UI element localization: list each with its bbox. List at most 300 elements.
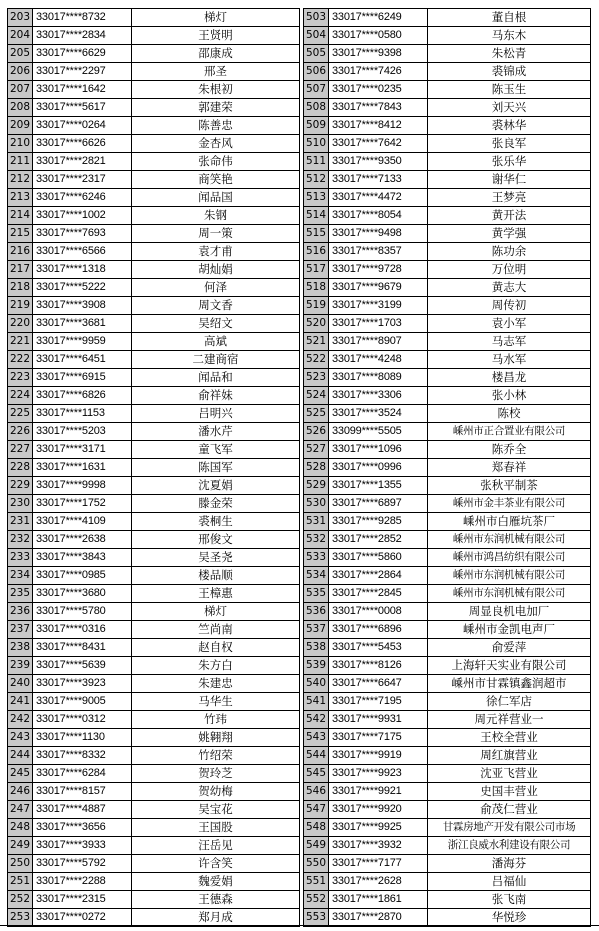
- row-number-cell: 244: [8, 747, 33, 765]
- id-number-cell: 33017****0272: [33, 909, 132, 927]
- name-cell: 张飞南: [428, 891, 591, 909]
- table-row: [8, 423, 591, 441]
- id-number-cell: 33017****1861: [329, 891, 428, 909]
- row-number-cell: 511: [304, 153, 329, 171]
- table-row: [8, 675, 591, 693]
- table-row: [8, 639, 591, 657]
- row-number-cell: 521: [304, 333, 329, 351]
- table-row: [8, 855, 591, 873]
- table-row: [8, 405, 591, 423]
- name-cell: 王国股: [132, 819, 300, 837]
- id-number-cell: 33017****6566: [33, 243, 132, 261]
- row-number-cell: 533: [304, 549, 329, 567]
- name-cell: 马志军: [428, 333, 591, 351]
- row-number-cell: 509: [304, 117, 329, 135]
- row-number-cell: 236: [8, 603, 33, 621]
- row-number-cell: 235: [8, 585, 33, 603]
- row-number-cell: 246: [8, 783, 33, 801]
- id-number-cell: 33017****1355: [329, 477, 428, 495]
- row-number-cell: 548: [304, 819, 329, 837]
- name-cell: 竹玮: [132, 711, 300, 729]
- table-row: [8, 135, 591, 153]
- row-number-cell: 252: [8, 891, 33, 909]
- name-cell: 周文香: [132, 297, 300, 315]
- name-cell: 金杏风: [132, 135, 300, 153]
- name-cell: 周红旗营业: [428, 747, 591, 765]
- row-number-cell: 518: [304, 279, 329, 297]
- row-number-cell: 503: [304, 9, 329, 27]
- name-cell: 嵊州市东润机械有限公司: [428, 567, 591, 585]
- table-row: [8, 801, 591, 819]
- name-cell: 陈玉生: [428, 81, 591, 99]
- id-number-cell: 33017****6249: [329, 9, 428, 27]
- id-number-cell: 33017****1130: [33, 729, 132, 747]
- id-number-cell: 33017****3908: [33, 297, 132, 315]
- name-cell: 潘海芬: [428, 855, 591, 873]
- id-number-cell: 33017****9919: [329, 747, 428, 765]
- id-number-cell: 33017****2834: [33, 27, 132, 45]
- name-cell: 竹绍荣: [132, 747, 300, 765]
- row-number-cell: 253: [8, 909, 33, 927]
- name-cell: 黄开法: [428, 207, 591, 225]
- id-number-cell: 33017****9398: [329, 45, 428, 63]
- id-number-cell: 33017****6246: [33, 189, 132, 207]
- table-row: [8, 531, 591, 549]
- row-number-cell: 525: [304, 405, 329, 423]
- id-number-cell: 33017****7175: [329, 729, 428, 747]
- row-number-cell: 220: [8, 315, 33, 333]
- name-cell: 朱钢: [132, 207, 300, 225]
- table-row: [8, 63, 591, 81]
- table-row: [8, 153, 591, 171]
- id-number-cell: 33017****7843: [329, 99, 428, 117]
- id-number-cell: 33017****9959: [33, 333, 132, 351]
- id-number-cell: 33017****8126: [329, 657, 428, 675]
- id-number-cell: 33017****0008: [329, 603, 428, 621]
- row-number-cell: 251: [8, 873, 33, 891]
- table-row: [8, 549, 591, 567]
- name-cell: 袁小军: [428, 315, 591, 333]
- row-number-cell: 515: [304, 225, 329, 243]
- row-number-cell: 247: [8, 801, 33, 819]
- row-number-cell: 539: [304, 657, 329, 675]
- table-row: [8, 189, 591, 207]
- table-row: [8, 909, 591, 927]
- name-cell: 梯灯: [132, 603, 300, 621]
- id-number-cell: 33017****1752: [33, 495, 132, 513]
- table-row: [8, 117, 591, 135]
- row-number-cell: 537: [304, 621, 329, 639]
- table-row: [8, 225, 591, 243]
- name-cell: 赵自权: [132, 639, 300, 657]
- id-number-cell: 33017****2870: [329, 909, 428, 927]
- id-number-cell: 33017****3933: [33, 837, 132, 855]
- id-number-cell: 33017****6826: [33, 387, 132, 405]
- name-cell: 俞爱萍: [428, 639, 591, 657]
- row-number-cell: 222: [8, 351, 33, 369]
- row-number-cell: 216: [8, 243, 33, 261]
- id-number-cell: 33017****0312: [33, 711, 132, 729]
- id-number-cell: 33017****8431: [33, 639, 132, 657]
- id-number-cell: 33017****9498: [329, 225, 428, 243]
- row-number-cell: 230: [8, 495, 33, 513]
- name-cell: 商笑艳: [132, 171, 300, 189]
- id-number-cell: 33017****8054: [329, 207, 428, 225]
- id-number-cell: 33017****6896: [329, 621, 428, 639]
- name-cell: 王德森: [132, 891, 300, 909]
- name-cell: 谢华仁: [428, 171, 591, 189]
- name-cell: 贺幼梅: [132, 783, 300, 801]
- row-number-cell: 240: [8, 675, 33, 693]
- row-number-cell: 547: [304, 801, 329, 819]
- name-cell: 嵊州市东润机械有限公司: [428, 585, 591, 603]
- table-row: [8, 207, 591, 225]
- id-number-cell: 33017****8732: [33, 9, 132, 27]
- id-number-cell: 33017****5617: [33, 99, 132, 117]
- id-number-cell: 33017****8089: [329, 369, 428, 387]
- row-number-cell: 237: [8, 621, 33, 639]
- name-cell: 张良军: [428, 135, 591, 153]
- name-cell: 嵊州市金丰茶业有限公司: [428, 495, 591, 513]
- table-row: [8, 171, 591, 189]
- table-row: [8, 315, 591, 333]
- id-number-cell: 33017****8412: [329, 117, 428, 135]
- name-cell: 董自根: [428, 9, 591, 27]
- id-number-cell: 33017****6897: [329, 495, 428, 513]
- name-cell: 胡灿娟: [132, 261, 300, 279]
- row-number-cell: 552: [304, 891, 329, 909]
- table-row: [8, 693, 591, 711]
- table-row: [8, 783, 591, 801]
- row-number-cell: 516: [304, 243, 329, 261]
- table-row: [8, 261, 591, 279]
- id-number-cell: 33017****8157: [33, 783, 132, 801]
- id-number-cell: 33017****1153: [33, 405, 132, 423]
- name-cell: 张命伟: [132, 153, 300, 171]
- page-bottom-rule: [0, 925, 599, 926]
- row-number-cell: 551: [304, 873, 329, 891]
- table-row: [8, 837, 591, 855]
- row-number-cell: 507: [304, 81, 329, 99]
- name-cell: 楼昌龙: [428, 369, 591, 387]
- table-row: [8, 765, 591, 783]
- row-number-cell: 203: [8, 9, 33, 27]
- id-number-cell: 33017****9921: [329, 783, 428, 801]
- id-number-cell: 33017****5792: [33, 855, 132, 873]
- id-number-cell: 33017****9005: [33, 693, 132, 711]
- table-row: [8, 243, 591, 261]
- name-cell: 上海轩天实业有限公司: [428, 657, 591, 675]
- row-number-cell: 512: [304, 171, 329, 189]
- row-number-cell: 522: [304, 351, 329, 369]
- table-row: [8, 495, 591, 513]
- row-number-cell: 513: [304, 189, 329, 207]
- name-cell: 闻品和: [132, 369, 300, 387]
- name-cell: 马华生: [132, 693, 300, 711]
- name-cell: 周显良机电加厂: [428, 603, 591, 621]
- id-number-cell: 33017****0264: [33, 117, 132, 135]
- table-row: [8, 81, 591, 99]
- name-cell: 嵊州市金凯电声厂: [428, 621, 591, 639]
- id-number-cell: 33017****5453: [329, 639, 428, 657]
- row-number-cell: 204: [8, 27, 33, 45]
- row-number-cell: 205: [8, 45, 33, 63]
- name-cell: 陈功余: [428, 243, 591, 261]
- id-number-cell: 33017****3681: [33, 315, 132, 333]
- row-number-cell: 219: [8, 297, 33, 315]
- row-number-cell: 544: [304, 747, 329, 765]
- table-row: [8, 513, 591, 531]
- id-number-cell: 33017****9920: [329, 801, 428, 819]
- row-number-cell: 514: [304, 207, 329, 225]
- row-number-cell: 242: [8, 711, 33, 729]
- id-number-cell: 33099****5505: [329, 423, 428, 441]
- row-number-cell: 224: [8, 387, 33, 405]
- row-number-cell: 208: [8, 99, 33, 117]
- name-cell: 史国丰营业: [428, 783, 591, 801]
- name-cell: 吕明兴: [132, 405, 300, 423]
- name-cell: 刘天兴: [428, 99, 591, 117]
- id-number-cell: 33017****9679: [329, 279, 428, 297]
- name-cell: 梯灯: [132, 9, 300, 27]
- name-cell: 楼品顺: [132, 567, 300, 585]
- table-row: [8, 711, 591, 729]
- table-body: [8, 9, 591, 927]
- table-row: [8, 45, 591, 63]
- row-number-cell: 542: [304, 711, 329, 729]
- id-number-cell: 33017****3656: [33, 819, 132, 837]
- row-number-cell: 245: [8, 765, 33, 783]
- name-cell: 陈国军: [132, 459, 300, 477]
- table-row: [8, 891, 591, 909]
- id-number-cell: 33017****1096: [329, 441, 428, 459]
- id-number-cell: 33017****2821: [33, 153, 132, 171]
- id-number-cell: 33017****1642: [33, 81, 132, 99]
- row-number-cell: 234: [8, 567, 33, 585]
- id-number-cell: 33017****3680: [33, 585, 132, 603]
- name-cell: 周一策: [132, 225, 300, 243]
- row-number-cell: 510: [304, 135, 329, 153]
- row-number-cell: 508: [304, 99, 329, 117]
- row-number-cell: 226: [8, 423, 33, 441]
- id-number-cell: 33017****6629: [33, 45, 132, 63]
- name-cell: 裘林华: [428, 117, 591, 135]
- name-cell: 邢圣: [132, 63, 300, 81]
- row-number-cell: 232: [8, 531, 33, 549]
- id-number-cell: 33017****5639: [33, 657, 132, 675]
- row-number-cell: 206: [8, 63, 33, 81]
- name-cell: 郑月成: [132, 909, 300, 927]
- id-number-cell: 33017****2628: [329, 873, 428, 891]
- name-cell: 嵊州市东润机械有限公司: [428, 531, 591, 549]
- row-number-cell: 214: [8, 207, 33, 225]
- row-number-cell: 228: [8, 459, 33, 477]
- id-number-cell: 33017****2845: [329, 585, 428, 603]
- row-number-cell: 553: [304, 909, 329, 927]
- name-cell: 王樟惠: [132, 585, 300, 603]
- name-cell: 俞茂仁营业: [428, 801, 591, 819]
- id-number-cell: 33017****0235: [329, 81, 428, 99]
- name-cell: 童飞军: [132, 441, 300, 459]
- row-number-cell: 534: [304, 567, 329, 585]
- name-cell: 何泽: [132, 279, 300, 297]
- id-number-cell: 33017****9998: [33, 477, 132, 495]
- row-number-cell: 541: [304, 693, 329, 711]
- name-cell: 张乐华: [428, 153, 591, 171]
- id-number-cell: 33017****5222: [33, 279, 132, 297]
- id-number-cell: 33017****9925: [329, 819, 428, 837]
- id-number-cell: 33017****6451: [33, 351, 132, 369]
- name-cell: 王梦亮: [428, 189, 591, 207]
- name-cell: 陈乔全: [428, 441, 591, 459]
- name-cell: 朱建忠: [132, 675, 300, 693]
- row-number-cell: 532: [304, 531, 329, 549]
- row-number-cell: 526: [304, 423, 329, 441]
- name-cell: 朱松青: [428, 45, 591, 63]
- id-number-cell: 33017****6284: [33, 765, 132, 783]
- id-number-cell: 33017****9931: [329, 711, 428, 729]
- row-number-cell: 517: [304, 261, 329, 279]
- table-row: [8, 99, 591, 117]
- id-number-cell: 33017****0996: [329, 459, 428, 477]
- table-row: [8, 387, 591, 405]
- id-number-cell: 33017****2315: [33, 891, 132, 909]
- id-number-cell: 33017****1631: [33, 459, 132, 477]
- row-number-cell: 227: [8, 441, 33, 459]
- name-cell: 王校全营业: [428, 729, 591, 747]
- name-cell: 吴宝花: [132, 801, 300, 819]
- table-row: [8, 657, 591, 675]
- name-cell: 周传初: [428, 297, 591, 315]
- name-cell: 贺玲芝: [132, 765, 300, 783]
- name-cell: 吕福仙: [428, 873, 591, 891]
- id-number-cell: 33017****9728: [329, 261, 428, 279]
- row-number-cell: 524: [304, 387, 329, 405]
- name-cell: 嵊州市白雁坑茶厂: [428, 513, 591, 531]
- table-row: [8, 477, 591, 495]
- id-number-cell: 33017****0316: [33, 621, 132, 639]
- row-number-cell: 531: [304, 513, 329, 531]
- row-number-cell: 549: [304, 837, 329, 855]
- id-number-cell: 33017****7177: [329, 855, 428, 873]
- row-number-cell: 239: [8, 657, 33, 675]
- name-cell: 吴圣尧: [132, 549, 300, 567]
- id-number-cell: 33017****3843: [33, 549, 132, 567]
- name-cell: 滕金荣: [132, 495, 300, 513]
- name-cell: 嵊州市鸿昌纺织有限公司: [428, 549, 591, 567]
- table-row: [8, 621, 591, 639]
- row-number-cell: 217: [8, 261, 33, 279]
- name-cell: 邢俊文: [132, 531, 300, 549]
- id-number-cell: 33017****1002: [33, 207, 132, 225]
- name-cell: 陈校: [428, 405, 591, 423]
- id-number-cell: 33017****7195: [329, 693, 428, 711]
- row-number-cell: 530: [304, 495, 329, 513]
- row-number-cell: 229: [8, 477, 33, 495]
- name-cell: 潘水芹: [132, 423, 300, 441]
- name-cell: 黄志大: [428, 279, 591, 297]
- row-number-cell: 546: [304, 783, 329, 801]
- row-number-cell: 529: [304, 477, 329, 495]
- table-row: [8, 333, 591, 351]
- id-number-cell: 33017****8907: [329, 333, 428, 351]
- id-number-cell: 33017****9285: [329, 513, 428, 531]
- id-number-cell: 33017****2317: [33, 171, 132, 189]
- id-number-cell: 33017****9923: [329, 765, 428, 783]
- name-cell: 许含笑: [132, 855, 300, 873]
- id-number-cell: 33017****7133: [329, 171, 428, 189]
- id-number-cell: 33017****0580: [329, 27, 428, 45]
- id-number-cell: 33017****4887: [33, 801, 132, 819]
- name-cell: 沈夏娟: [132, 477, 300, 495]
- name-cell: 二建商宿: [132, 351, 300, 369]
- name-cell: 邵康成: [132, 45, 300, 63]
- table-row: [8, 441, 591, 459]
- table-row: [8, 369, 591, 387]
- name-cell: 甘霖房地产开发有限公司市场: [428, 819, 591, 837]
- table-row: [8, 819, 591, 837]
- name-cell: 高斌: [132, 333, 300, 351]
- table-row: [8, 297, 591, 315]
- table-row: [8, 585, 591, 603]
- name-cell: 徐仁军店: [428, 693, 591, 711]
- row-number-cell: 528: [304, 459, 329, 477]
- row-number-cell: 231: [8, 513, 33, 531]
- name-cell: 吴绍文: [132, 315, 300, 333]
- id-number-cell: 33017****2852: [329, 531, 428, 549]
- name-cell: 陈善忠: [132, 117, 300, 135]
- table-row: [8, 351, 591, 369]
- row-number-cell: 238: [8, 639, 33, 657]
- row-number-cell: 212: [8, 171, 33, 189]
- row-number-cell: 213: [8, 189, 33, 207]
- table-row: [8, 747, 591, 765]
- table-row: [8, 873, 591, 891]
- row-number-cell: 233: [8, 549, 33, 567]
- id-number-cell: 33017****1703: [329, 315, 428, 333]
- id-number-cell: 33017****7642: [329, 135, 428, 153]
- name-cell: 姚翱翔: [132, 729, 300, 747]
- row-number-cell: 538: [304, 639, 329, 657]
- name-cell: 万位明: [428, 261, 591, 279]
- name-cell: 张秋平制茶: [428, 477, 591, 495]
- id-number-cell: 33017****6647: [329, 675, 428, 693]
- id-number-cell: 33017****2288: [33, 873, 132, 891]
- id-number-cell: 33017****2864: [329, 567, 428, 585]
- id-number-cell: 33017****4109: [33, 513, 132, 531]
- id-number-cell: 33017****0985: [33, 567, 132, 585]
- name-cell: 周元祥营业一: [428, 711, 591, 729]
- row-number-cell: 249: [8, 837, 33, 855]
- id-number-cell: 33017****2297: [33, 63, 132, 81]
- row-number-cell: 527: [304, 441, 329, 459]
- id-number-cell: 33017****7693: [33, 225, 132, 243]
- row-number-cell: 250: [8, 855, 33, 873]
- name-cell: 竺尚南: [132, 621, 300, 639]
- name-cell: 浙江良威水利建设有限公司: [428, 837, 591, 855]
- id-number-cell: 33017****5203: [33, 423, 132, 441]
- row-number-cell: 225: [8, 405, 33, 423]
- row-number-cell: 545: [304, 765, 329, 783]
- id-number-cell: 33017****5780: [33, 603, 132, 621]
- row-number-cell: 540: [304, 675, 329, 693]
- name-cell: 马水军: [428, 351, 591, 369]
- name-cell: 沈亚飞营业: [428, 765, 591, 783]
- id-number-cell: 33017****2638: [33, 531, 132, 549]
- name-cell: 魏爱娟: [132, 873, 300, 891]
- id-number-cell: 33017****4248: [329, 351, 428, 369]
- id-number-cell: 33017****3524: [329, 405, 428, 423]
